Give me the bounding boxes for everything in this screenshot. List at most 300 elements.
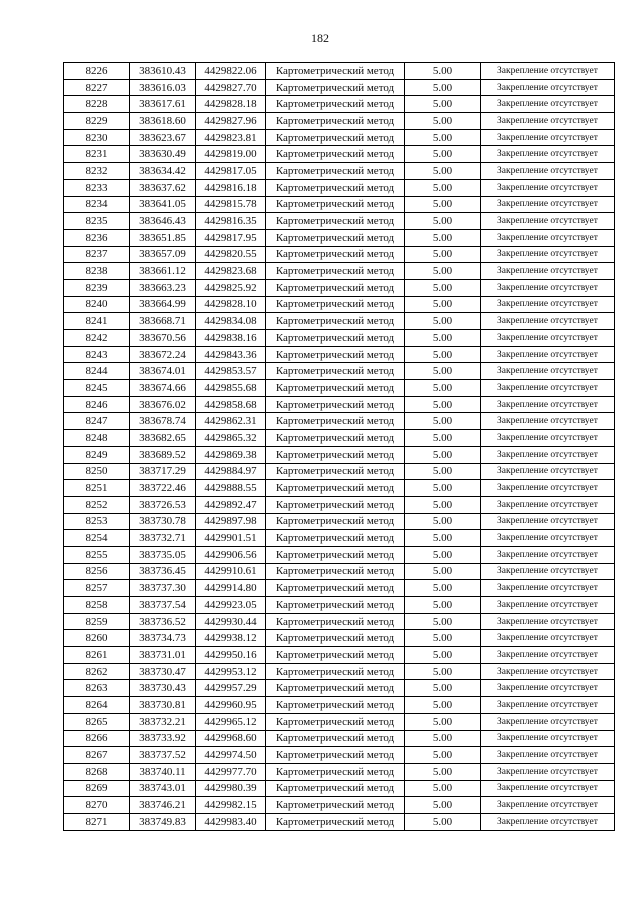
y-coordinate-cell: 4429862.31 [196,413,266,430]
accuracy-cell: 5.00 [405,713,481,730]
point-number-cell: 8228 [64,96,130,113]
accuracy-cell: 5.00 [405,463,481,480]
y-coordinate-cell: 4429828.18 [196,96,266,113]
x-coordinate-cell: 383689.52 [130,446,196,463]
accuracy-cell: 5.00 [405,730,481,747]
point-number-cell: 8258 [64,597,130,614]
table-row [64,413,615,430]
y-coordinate-cell: 4429901.51 [196,530,266,547]
x-coordinate-cell: 383610.43 [130,63,196,80]
y-coordinate-cell: 4429980.39 [196,780,266,797]
y-coordinate-cell: 4429816.35 [196,213,266,230]
y-coordinate-cell: 4429855.68 [196,380,266,397]
y-coordinate-cell: 4429938.12 [196,630,266,647]
accuracy-cell: 5.00 [405,279,481,296]
x-coordinate-cell: 383617.61 [130,96,196,113]
fixing-description-cell: Закрепление отсутствует [481,580,615,597]
accuracy-cell: 5.00 [405,597,481,614]
fixing-description-cell: Закрепление отсутствует [481,663,615,680]
point-number-cell: 8239 [64,279,130,296]
y-coordinate-cell: 4429923.05 [196,597,266,614]
y-coordinate-cell: 4429815.78 [196,196,266,213]
method-cell: Картометрический метод [266,546,405,563]
point-number-cell: 8233 [64,179,130,196]
point-number-cell: 8234 [64,196,130,213]
accuracy-cell: 5.00 [405,496,481,513]
x-coordinate-cell: 383730.43 [130,680,196,697]
point-number-cell: 8250 [64,463,130,480]
x-coordinate-cell: 383641.05 [130,196,196,213]
fixing-description-cell: Закрепление отсутствует [481,279,615,296]
fixing-description-cell: Закрепление отсутствует [481,563,615,580]
y-coordinate-cell: 4429823.68 [196,263,266,280]
point-number-cell: 8263 [64,680,130,697]
fixing-description-cell: Закрепление отсутствует [481,530,615,547]
table-row [64,813,615,830]
fixing-description-cell: Закрепление отсутствует [481,513,615,530]
x-coordinate-cell: 383664.99 [130,296,196,313]
point-number-cell: 8248 [64,430,130,447]
fixing-description-cell: Закрепление отсутствует [481,213,615,230]
table-row [64,63,615,80]
fixing-description-cell: Закрепление отсутствует [481,396,615,413]
table-row [64,647,615,664]
x-coordinate-cell: 383740.11 [130,763,196,780]
x-coordinate-cell: 383732.71 [130,530,196,547]
table-row [64,196,615,213]
point-number-cell: 8240 [64,296,130,313]
method-cell: Картометрический метод [266,296,405,313]
point-number-cell: 8261 [64,647,130,664]
accuracy-cell: 5.00 [405,613,481,630]
fixing-description-cell: Закрепление отсутствует [481,463,615,480]
coordinates-table-body [64,63,615,831]
y-coordinate-cell: 4429827.96 [196,113,266,130]
y-coordinate-cell: 4429884.97 [196,463,266,480]
y-coordinate-cell: 4429869.38 [196,446,266,463]
table-row [64,630,615,647]
y-coordinate-cell: 4429950.16 [196,647,266,664]
x-coordinate-cell: 383732.21 [130,713,196,730]
x-coordinate-cell: 383616.03 [130,79,196,96]
x-coordinate-cell: 383737.54 [130,597,196,614]
method-cell: Картометрический метод [266,363,405,380]
method-cell: Картометрический метод [266,713,405,730]
y-coordinate-cell: 4429960.95 [196,697,266,714]
x-coordinate-cell: 383630.49 [130,146,196,163]
table-row [64,146,615,163]
accuracy-cell: 5.00 [405,263,481,280]
x-coordinate-cell: 383670.56 [130,330,196,347]
fixing-description-cell: Закрепление отсутствует [481,713,615,730]
table-row [64,330,615,347]
method-cell: Картометрический метод [266,597,405,614]
x-coordinate-cell: 383717.29 [130,463,196,480]
method-cell: Картометрический метод [266,413,405,430]
method-cell: Картометрический метод [266,630,405,647]
x-coordinate-cell: 383726.53 [130,496,196,513]
y-coordinate-cell: 4429825.92 [196,279,266,296]
method-cell: Картометрический метод [266,563,405,580]
fixing-description-cell: Закрепление отсутствует [481,330,615,347]
y-coordinate-cell: 4429974.50 [196,747,266,764]
x-coordinate-cell: 383623.67 [130,129,196,146]
y-coordinate-cell: 4429888.55 [196,480,266,497]
method-cell: Картометрический метод [266,229,405,246]
fixing-description-cell: Закрепление отсутствует [481,697,615,714]
table-row [64,747,615,764]
x-coordinate-cell: 383736.52 [130,613,196,630]
table-row [64,463,615,480]
table-row [64,380,615,397]
accuracy-cell: 5.00 [405,763,481,780]
accuracy-cell: 5.00 [405,380,481,397]
point-number-cell: 8253 [64,513,130,530]
method-cell: Картометрический метод [266,680,405,697]
point-number-cell: 8238 [64,263,130,280]
fixing-description-cell: Закрепление отсутствует [481,229,615,246]
accuracy-cell: 5.00 [405,113,481,130]
accuracy-cell: 5.00 [405,697,481,714]
x-coordinate-cell: 383746.21 [130,797,196,814]
accuracy-cell: 5.00 [405,680,481,697]
method-cell: Картометрический метод [266,780,405,797]
method-cell: Картометрический метод [266,263,405,280]
table-row [64,713,615,730]
method-cell: Картометрический метод [266,179,405,196]
y-coordinate-cell: 4429897.98 [196,513,266,530]
fixing-description-cell: Закрепление отсутствует [481,413,615,430]
fixing-description-cell: Закрепление отсутствует [481,813,615,830]
point-number-cell: 8242 [64,330,130,347]
point-number-cell: 8260 [64,630,130,647]
point-number-cell: 8266 [64,730,130,747]
point-number-cell: 8264 [64,697,130,714]
y-coordinate-cell: 4429914.80 [196,580,266,597]
table-row [64,279,615,296]
table-row [64,296,615,313]
y-coordinate-cell: 4429828.10 [196,296,266,313]
point-number-cell: 8235 [64,213,130,230]
fixing-description-cell: Закрепление отсутствует [481,263,615,280]
point-number-cell: 8262 [64,663,130,680]
table-row [64,563,615,580]
y-coordinate-cell: 4429910.61 [196,563,266,580]
accuracy-cell: 5.00 [405,96,481,113]
x-coordinate-cell: 383735.05 [130,546,196,563]
point-number-cell: 8226 [64,63,130,80]
table-row [64,763,615,780]
fixing-description-cell: Закрепление отсутствует [481,296,615,313]
table-row [64,580,615,597]
point-number-cell: 8227 [64,79,130,96]
x-coordinate-cell: 383651.85 [130,229,196,246]
point-number-cell: 8269 [64,780,130,797]
table-row [64,613,615,630]
point-number-cell: 8230 [64,129,130,146]
point-number-cell: 8256 [64,563,130,580]
table-row [64,446,615,463]
method-cell: Картометрический метод [266,196,405,213]
table-row [64,430,615,447]
y-coordinate-cell: 4429957.29 [196,680,266,697]
x-coordinate-cell: 383634.42 [130,163,196,180]
method-cell: Картометрический метод [266,430,405,447]
fixing-description-cell: Закрепление отсутствует [481,763,615,780]
fixing-description-cell: Закрепление отсутствует [481,63,615,80]
x-coordinate-cell: 383743.01 [130,780,196,797]
table-row [64,363,615,380]
y-coordinate-cell: 4429965.12 [196,713,266,730]
point-number-cell: 8232 [64,163,130,180]
table-row [64,496,615,513]
method-cell: Картометрический метод [266,580,405,597]
method-cell: Картометрический метод [266,96,405,113]
fixing-description-cell: Закрепление отсутствует [481,747,615,764]
fixing-description-cell: Закрепление отсутствует [481,797,615,814]
point-number-cell: 8257 [64,580,130,597]
table-row [64,129,615,146]
fixing-description-cell: Закрепление отсутствует [481,346,615,363]
x-coordinate-cell: 383646.43 [130,213,196,230]
accuracy-cell: 5.00 [405,363,481,380]
y-coordinate-cell: 4429968.60 [196,730,266,747]
fixing-description-cell: Закрепление отсутствует [481,446,615,463]
point-number-cell: 8237 [64,246,130,263]
point-number-cell: 8267 [64,747,130,764]
method-cell: Картометрический метод [266,513,405,530]
accuracy-cell: 5.00 [405,647,481,664]
accuracy-cell: 5.00 [405,79,481,96]
point-number-cell: 8252 [64,496,130,513]
x-coordinate-cell: 383731.01 [130,647,196,664]
x-coordinate-cell: 383661.12 [130,263,196,280]
point-number-cell: 8245 [64,380,130,397]
accuracy-cell: 5.00 [405,663,481,680]
table-row [64,697,615,714]
method-cell: Картометрический метод [266,697,405,714]
x-coordinate-cell: 383733.92 [130,730,196,747]
method-cell: Картометрический метод [266,380,405,397]
accuracy-cell: 5.00 [405,513,481,530]
table-row [64,663,615,680]
x-coordinate-cell: 383734.73 [130,630,196,647]
x-coordinate-cell: 383730.47 [130,663,196,680]
y-coordinate-cell: 4429892.47 [196,496,266,513]
y-coordinate-cell: 4429930.44 [196,613,266,630]
method-cell: Картометрический метод [266,613,405,630]
fixing-description-cell: Закрепление отсутствует [481,380,615,397]
accuracy-cell: 5.00 [405,747,481,764]
fixing-description-cell: Закрепление отсутствует [481,496,615,513]
fixing-description-cell: Закрепление отсутствует [481,163,615,180]
fixing-description-cell: Закрепление отсутствует [481,546,615,563]
fixing-description-cell: Закрепление отсутствует [481,246,615,263]
accuracy-cell: 5.00 [405,430,481,447]
method-cell: Картометрический метод [266,463,405,480]
y-coordinate-cell: 4429817.05 [196,163,266,180]
table-row [64,229,615,246]
accuracy-cell: 5.00 [405,63,481,80]
method-cell: Картометрический метод [266,246,405,263]
y-coordinate-cell: 4429858.68 [196,396,266,413]
table-row [64,480,615,497]
y-coordinate-cell: 4429953.12 [196,663,266,680]
x-coordinate-cell: 383678.74 [130,413,196,430]
accuracy-cell: 5.00 [405,229,481,246]
fixing-description-cell: Закрепление отсутствует [481,196,615,213]
y-coordinate-cell: 4429838.16 [196,330,266,347]
coordinates-table [63,62,615,831]
accuracy-cell: 5.00 [405,446,481,463]
y-coordinate-cell: 4429983.40 [196,813,266,830]
x-coordinate-cell: 383730.78 [130,513,196,530]
point-number-cell: 8246 [64,396,130,413]
y-coordinate-cell: 4429843.36 [196,346,266,363]
page-number: 182 [311,31,329,45]
point-number-cell: 8229 [64,113,130,130]
method-cell: Картометрический метод [266,213,405,230]
accuracy-cell: 5.00 [405,797,481,814]
table-row [64,96,615,113]
method-cell: Картометрический метод [266,330,405,347]
x-coordinate-cell: 383737.52 [130,747,196,764]
accuracy-cell: 5.00 [405,163,481,180]
table-row [64,113,615,130]
fixing-description-cell: Закрепление отсутствует [481,480,615,497]
x-coordinate-cell: 383618.60 [130,113,196,130]
accuracy-cell: 5.00 [405,146,481,163]
point-number-cell: 8271 [64,813,130,830]
method-cell: Картометрический метод [266,446,405,463]
accuracy-cell: 5.00 [405,196,481,213]
table-row [64,263,615,280]
method-cell: Картометрический метод [266,163,405,180]
x-coordinate-cell: 383676.02 [130,396,196,413]
y-coordinate-cell: 4429822.06 [196,63,266,80]
method-cell: Картометрический метод [266,480,405,497]
method-cell: Картометрический метод [266,647,405,664]
fixing-description-cell: Закрепление отсутствует [481,79,615,96]
y-coordinate-cell: 4429977.70 [196,763,266,780]
method-cell: Картометрический метод [266,813,405,830]
accuracy-cell: 5.00 [405,480,481,497]
x-coordinate-cell: 383637.62 [130,179,196,196]
method-cell: Картометрический метод [266,63,405,80]
fixing-description-cell: Закрепление отсутствует [481,630,615,647]
y-coordinate-cell: 4429827.70 [196,79,266,96]
fixing-description-cell: Закрепление отсутствует [481,613,615,630]
point-number-cell: 8249 [64,446,130,463]
accuracy-cell: 5.00 [405,296,481,313]
fixing-description-cell: Закрепление отсутствует [481,129,615,146]
point-number-cell: 8251 [64,480,130,497]
table-row [64,179,615,196]
x-coordinate-cell: 383674.66 [130,380,196,397]
x-coordinate-cell: 383749.83 [130,813,196,830]
fixing-description-cell: Закрепление отсутствует [481,113,615,130]
point-number-cell: 8247 [64,413,130,430]
accuracy-cell: 5.00 [405,813,481,830]
accuracy-cell: 5.00 [405,580,481,597]
accuracy-cell: 5.00 [405,630,481,647]
point-number-cell: 8268 [64,763,130,780]
point-number-cell: 8270 [64,797,130,814]
fixing-description-cell: Закрепление отсутствует [481,96,615,113]
y-coordinate-cell: 4429834.08 [196,313,266,330]
method-cell: Картометрический метод [266,730,405,747]
table-row [64,530,615,547]
fixing-description-cell: Закрепление отсутствует [481,363,615,380]
y-coordinate-cell: 4429820.55 [196,246,266,263]
accuracy-cell: 5.00 [405,129,481,146]
y-coordinate-cell: 4429816.18 [196,179,266,196]
x-coordinate-cell: 383668.71 [130,313,196,330]
method-cell: Картометрический метод [266,530,405,547]
fixing-description-cell: Закрепление отсутствует [481,179,615,196]
table-row [64,597,615,614]
table-row [64,163,615,180]
table-row [64,346,615,363]
table-row [64,680,615,697]
method-cell: Картометрический метод [266,763,405,780]
fixing-description-cell: Закрепление отсутствует [481,647,615,664]
method-cell: Картометрический метод [266,313,405,330]
x-coordinate-cell: 383730.81 [130,697,196,714]
table-row [64,213,615,230]
accuracy-cell: 5.00 [405,546,481,563]
point-number-cell: 8255 [64,546,130,563]
method-cell: Картометрический метод [266,663,405,680]
method-cell: Картометрический метод [266,496,405,513]
table-row [64,513,615,530]
table-row [64,396,615,413]
method-cell: Картометрический метод [266,396,405,413]
table-row [64,246,615,263]
fixing-description-cell: Закрепление отсутствует [481,313,615,330]
point-number-cell: 8243 [64,346,130,363]
accuracy-cell: 5.00 [405,246,481,263]
x-coordinate-cell: 383657.09 [130,246,196,263]
y-coordinate-cell: 4429906.56 [196,546,266,563]
x-coordinate-cell: 383674.01 [130,363,196,380]
fixing-description-cell: Закрепление отсутствует [481,680,615,697]
y-coordinate-cell: 4429853.57 [196,363,266,380]
point-number-cell: 8244 [64,363,130,380]
point-number-cell: 8236 [64,229,130,246]
accuracy-cell: 5.00 [405,780,481,797]
accuracy-cell: 5.00 [405,213,481,230]
x-coordinate-cell: 383737.30 [130,580,196,597]
table-row [64,780,615,797]
table-row [64,546,615,563]
table-row [64,797,615,814]
x-coordinate-cell: 383672.24 [130,346,196,363]
point-number-cell: 8254 [64,530,130,547]
point-number-cell: 8265 [64,713,130,730]
method-cell: Картометрический метод [266,797,405,814]
y-coordinate-cell: 4429823.81 [196,129,266,146]
accuracy-cell: 5.00 [405,330,481,347]
method-cell: Картометрический метод [266,346,405,363]
fixing-description-cell: Закрепление отсутствует [481,780,615,797]
x-coordinate-cell: 383722.46 [130,480,196,497]
x-coordinate-cell: 383682.65 [130,430,196,447]
method-cell: Картометрический метод [266,279,405,296]
method-cell: Картометрический метод [266,747,405,764]
point-number-cell: 8259 [64,613,130,630]
y-coordinate-cell: 4429817.95 [196,229,266,246]
